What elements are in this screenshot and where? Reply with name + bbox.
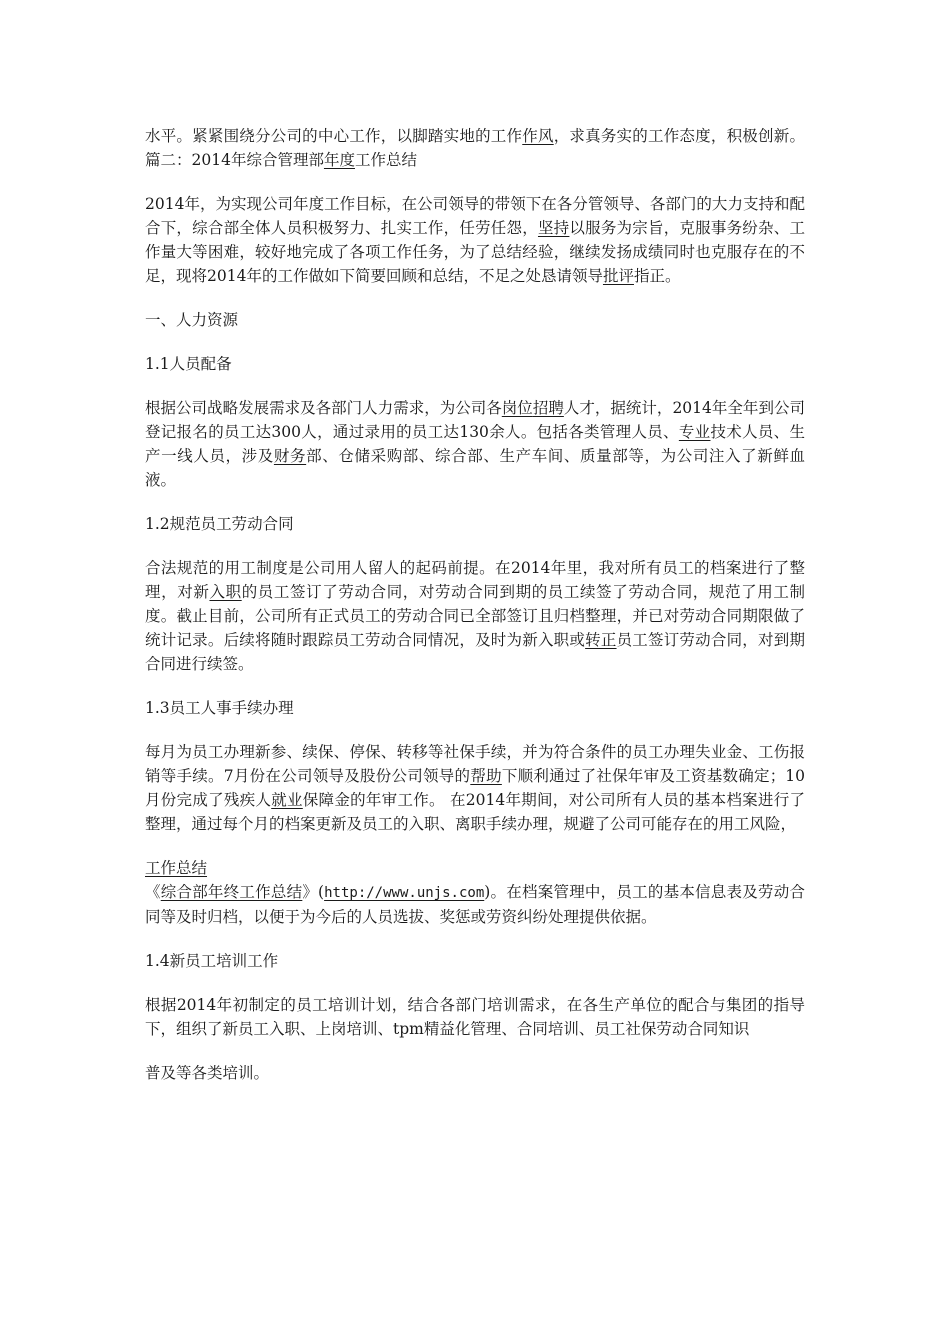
link-url[interactable]: http://www.unjs.com xyxy=(324,885,485,901)
text: 工作总结 xyxy=(354,151,417,169)
link-ruzhi[interactable]: 入职 xyxy=(209,583,242,601)
text: 每月为员工办理新参、续保、停保、转移等社保手续，并为符合条件的员工办理失业金、工伤报销等手续。7月份在公司领导及股份公司领导的 xyxy=(145,743,805,785)
text: 指正。 xyxy=(633,267,681,285)
text: 2014年，为实现公司年度工作目标，在公司领导的带领下在各分管领导、各部门的大力支持和配合下，综合部全体人员积极努力、扎实工作，任劳任怨， xyxy=(145,195,805,237)
link-piping[interactable]: 批评 xyxy=(602,267,634,285)
paragraph-training: 根据2014年初制定的员工培训计划，结合各部门培训需求，在各生产单位的配合与集团的指导下，组织了新员工入职、上岗培训、tpm精益化管理、合同培训、员工社保劳动合同知识 xyxy=(145,996,805,1038)
text: 保障金的年审工作。 在2014年期间，对公司所有人员的基本档案进行了整理，通过每个月的档案更新及员工的入职、离职手续办理，规避了公司可能存在的用工风险， xyxy=(145,791,805,833)
text: 下顺利通过了社保年审及工资基数确定；10月份完成了残疾人 xyxy=(145,767,805,809)
link-zuofeng[interactable]: 作风 xyxy=(522,127,554,145)
text: 根据公司战略发展需求及各部门人力需求，为公司各 xyxy=(145,399,502,417)
subsection-heading-1-3: 1.3员工人事手续办理 xyxy=(145,699,294,717)
link-zhuanzheng[interactable]: 转正 xyxy=(585,631,617,649)
text: 水平。紧紧围绕分公司的中心工作，以脚踏实地的工作 xyxy=(145,127,523,145)
text: 员工签订劳动合同，对到期合同进行续签。 xyxy=(145,631,805,673)
text: 人才，据统计，2014年全年到公司登记报名的员工达300人，通过录用的员工达130余人。包括各类管理人员、 xyxy=(145,399,805,441)
text: 》( xyxy=(302,883,325,901)
paragraph-staffing xyxy=(145,396,805,492)
text: ，求真务实的工作态度，积极创新。篇二：2014年综合管理部 xyxy=(145,127,805,169)
link-jianchi[interactable]: 坚持 xyxy=(537,219,570,237)
text: )。在档案管理中，员工的基本信息表及劳动合同等及时归档，以便于为今后的人员选拔、奖惩或劳资纠纷处理提供依据。 xyxy=(145,883,805,926)
link-gangwei[interactable]: 岗位 xyxy=(501,399,533,417)
link-zhaopin[interactable]: 招聘 xyxy=(532,399,564,417)
paragraph-summary xyxy=(145,192,805,288)
text: 技术人员、生产一线人员，涉及 xyxy=(145,423,805,465)
paragraph-archives xyxy=(145,880,805,929)
paragraph-procedures xyxy=(145,740,805,836)
text: 的员工签订了劳动合同，对劳动合同到期的员工续签了劳动合同，规范了用工制度。截止目前，公司所有正式员工的劳动合同已全部签订且归档整理，并已对劳动合同期限做了统计记录。后续将随时跟踪员工劳动合同情况，及时为新入职或 xyxy=(145,583,805,649)
text: 合法规范的用工制度是公司用人留人的起码前提。在2014年里，我对所有员工的档案进行了整理，对新 xyxy=(145,559,805,601)
subsection-heading-1-1: 1.1人员配备 xyxy=(145,355,232,373)
document-page xyxy=(145,124,805,1085)
paragraph-intro xyxy=(145,124,805,172)
link-jiuye[interactable]: 就业 xyxy=(271,791,303,809)
text: 部、仓储采购部、综合部、生产车间、质量部等，为公司注入了新鲜血液。 xyxy=(145,447,805,489)
link-heading-work-summary[interactable] xyxy=(145,856,805,880)
link-caiwu[interactable]: 财务 xyxy=(273,447,307,465)
subsection-heading-1-2: 1.2规范员工劳动合同 xyxy=(145,515,294,533)
paragraph-training-end: 普及等各类培训。 xyxy=(145,1064,270,1082)
link-article-title[interactable]: 综合部年终工作总结 xyxy=(160,883,303,901)
link-niandu[interactable]: 年度 xyxy=(323,151,355,169)
text: 《 xyxy=(145,883,161,901)
link-zhuanye[interactable]: 专业 xyxy=(678,423,711,441)
link-bangzhu[interactable]: 帮助 xyxy=(470,767,502,785)
link-text[interactable]: 工作总结 xyxy=(145,859,208,877)
paragraph-contracts xyxy=(145,556,805,676)
section-heading-hr: 一、人力资源 xyxy=(145,311,239,329)
text: 以服务为宗旨，克服事务纷杂、工作量大等困难，较好地完成了各项工作任务，为了总结经验，继续发扬成绩同时也克服存在的不足，现将2014年的工作做如下简要回顾和总结，不足之处恳请领导 xyxy=(145,219,805,285)
subsection-heading-1-4: 1.4新员工培训工作 xyxy=(145,952,279,970)
